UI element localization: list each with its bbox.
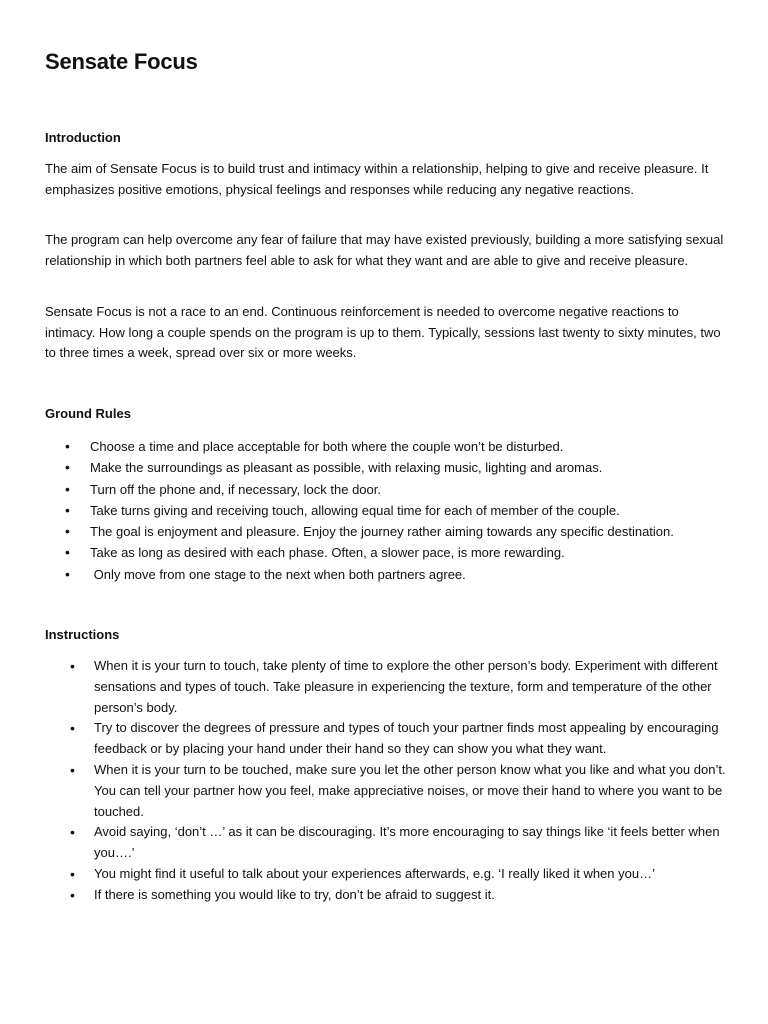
list-item (45, 864, 730, 885)
list-item (45, 760, 730, 822)
bullet-icon: • (70, 865, 75, 882)
bullet-icon: • (65, 459, 70, 476)
list-item (45, 457, 730, 478)
bullet-icon: • (70, 658, 75, 674)
list-item (45, 718, 730, 760)
list-item (45, 822, 730, 864)
list-item-text: If there is something you would like to try, don’t be afraid to suggest it. (94, 886, 495, 902)
list-item (45, 564, 730, 585)
bullet-icon: • (65, 565, 70, 582)
list-item-text: Only move from one stage to the next when both partners agree. (90, 566, 466, 582)
list-item-text: Make the surroundings as pleasant as possible, with relaxing music, lighting and aromas. (90, 460, 603, 476)
list-item-text: When it is your turn to touch, take plenty of time to explore the other person’s body. Experiment with different sensations and types of touch. Take pleasure in experiencing the texture, form and temperature of the other person’s body. (94, 658, 718, 715)
list-item (45, 885, 730, 906)
instructions-heading: Instructions (45, 627, 120, 642)
list-item (45, 479, 730, 500)
bullet-icon: • (65, 523, 70, 540)
introduction-paragraph-1: The aim of Sensate Focus is to build trust and intimacy within a relationship, helping to give and receive pleasure. It emphasizes positive emotions, physical feelings and responses while reducing any negative reactions. (45, 161, 709, 197)
introduction-paragraph-2: The program can help overcome any fear of failure that may have existed previously, building a more satisfying sexual relationship in which both partners feel able to ask for what they want and are able to give and receive pleasure. (45, 232, 724, 268)
bullet-icon: • (70, 886, 75, 903)
list-item (45, 500, 730, 521)
bullet-icon: • (70, 824, 75, 841)
list-item-text: Try to discover the degrees of pressure and types of touch your partner finds most appealing by encouraging feedback or by placing your hand under their hand so they can show you what they want. (94, 720, 719, 757)
introduction-paragraph-3: Sensate Focus is not a race to an end. Continuous reinforcement is needed to overcome negative reactions to intimacy. How long a couple spends on the program is up to them. Typically, sessions last twenty to sixty minutes, two to three times a week, spread over six or more weeks. (45, 304, 721, 361)
ground-rules-list (45, 436, 730, 585)
list-item (45, 521, 730, 542)
list-item-text: The goal is enjoyment and pleasure. Enjoy the journey rather aiming towards any specific destination. (90, 524, 674, 540)
instructions-list (45, 656, 730, 906)
bullet-icon: • (65, 501, 70, 518)
list-item-text: Take turns giving and receiving touch, allowing equal time for each of member of the couple. (90, 502, 620, 518)
list-item (45, 436, 730, 457)
list-item-text: You might find it useful to talk about your experiences afterwards, e.g. ‘I really liked it when you…’ (94, 865, 655, 881)
bullet-icon: • (70, 720, 75, 737)
list-item (45, 656, 730, 718)
introduction-heading: Introduction (45, 130, 121, 145)
bullet-icon: • (65, 480, 70, 497)
list-item (45, 542, 730, 563)
list-item-text: Take as long as desired with each phase. Often, a slower pace, is more rewarding. (90, 545, 565, 561)
ground-rules-heading: Ground Rules (45, 406, 131, 421)
bullet-icon: • (65, 544, 70, 561)
list-item-text: Turn off the phone and, if necessary, lock the door. (90, 481, 381, 497)
list-item-text: Choose a time and place acceptable for both where the couple won’t be disturbed. (90, 439, 564, 454)
list-item-text: Avoid saying, ‘don’t …’ as it can be discouraging. It’s more encouraging to say things like ‘it feels better when you….’ (94, 824, 720, 861)
list-item-text: When it is your turn to be touched, make sure you let the other person know what you like and what you don’t. You can tell your partner how you feel, make appreciative noises, or move their hand to where you want to be touched. (94, 761, 726, 819)
bullet-icon: • (65, 438, 70, 454)
page-title: Sensate Focus (45, 49, 198, 74)
bullet-icon: • (70, 761, 75, 778)
